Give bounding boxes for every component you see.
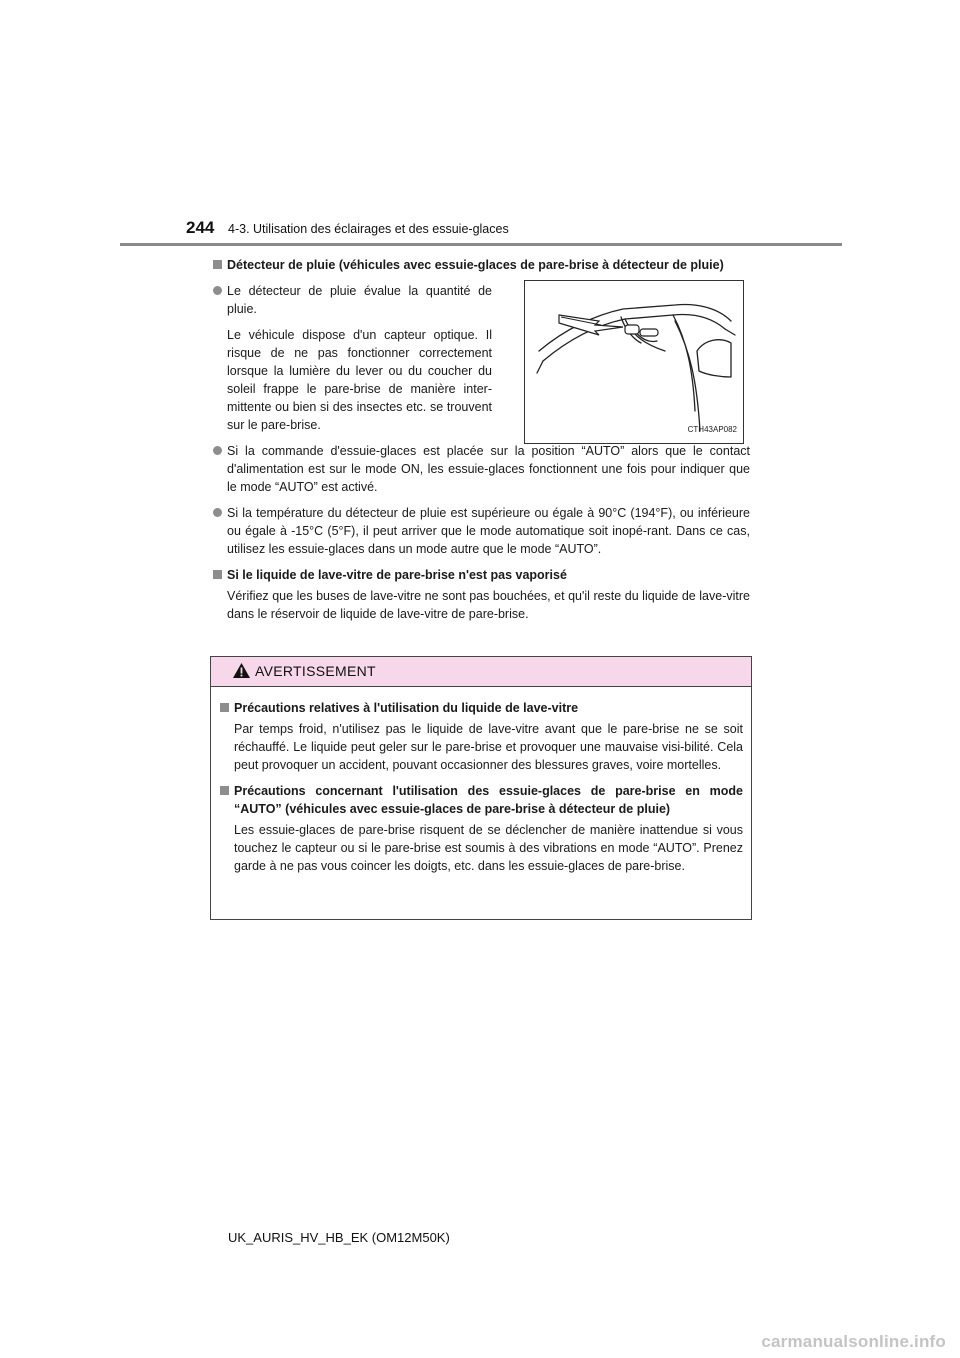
windshield-sensor-figure: [524, 280, 744, 444]
square-bullet-icon: [220, 786, 229, 795]
warning-item2-heading: [217, 782, 743, 818]
header-rule: [120, 243, 842, 246]
bullet-text: Si la température du détecteur de pluie est supérieure ou égale à 90°C (194°F), ou inférieure ou égale à -15°C (5°F), il peut arriver que le mode automatique soit inopé-rant. Dans ce cas, utilisez les essuie-glaces dans un mode autre que le mode “AUTO”.: [227, 506, 750, 556]
figure-caption: CTH43AP082: [687, 425, 737, 434]
warning-body: [211, 687, 751, 875]
rain-sensor-heading-text: Détecteur de pluie (véhicules avec essuie-glaces de pare-brise à détecteur de pluie): [227, 258, 724, 272]
warning-item1-heading: [217, 699, 743, 717]
bullet-temperature: [210, 504, 750, 558]
washer-heading-text: Si le liquide de lave-vitre de pare-brise n'est pas vaporisé: [227, 568, 567, 582]
square-bullet-icon: [213, 570, 222, 579]
warning-box: [210, 656, 752, 920]
round-bullet-icon: [213, 508, 222, 517]
bullet-text: Si la commande d'essuie-glaces est placée sur la position “AUTO” alors que le contact d'alimentation est sur le mode ON, les essuie-glaces fonctionnent une fois pour indiquer que le mode “AUTO” est activé.: [227, 444, 750, 494]
washer-text: Vérifiez que les buses de lave-vitre ne sont pas bouchées, et qu'il reste du liquide de lave-vitre dans le réservoir de liquide de lave-vitre de pare-brise.: [227, 589, 750, 621]
warning-header: [211, 657, 751, 687]
model-code-footer: UK_AURIS_HV_HB_EK (OM12M50K): [228, 1230, 450, 1245]
warning-item2-heading-text: Précautions concernant l'utilisation des essuie-glaces de pare-brise en mode “AUTO” (véhicules avec essuie-glaces de pare-brise à détecteur de pluie): [234, 784, 743, 816]
warning-triangle-icon: [232, 662, 251, 679]
bullet-auto-mode: [210, 442, 750, 496]
warning-item1-heading-text: Précautions relatives à l'utilisation du liquide de lave-vitre: [234, 701, 579, 715]
square-bullet-icon: [220, 703, 229, 712]
rain-sensor-block: [210, 282, 750, 434]
bullet-rain-amount: [210, 282, 492, 434]
windshield-illustration: [525, 281, 743, 443]
round-bullet-icon: [213, 286, 222, 295]
bullet-subtext: Le véhicule dispose d'un capteur optique. Il risque de ne pas fonctionner correctement lorsque la lumière du lever ou du coucher du soleil frappe le pare-brise de manière inter-mittente ou bien si des insectes etc. se trouvent sur le pare-brise.: [227, 328, 492, 432]
main-content: [210, 256, 750, 623]
warning-title: AVERTISSEMENT: [255, 663, 376, 679]
warning-item1-text: Par temps froid, n'utilisez pas le liquide de lave-vitre avant que le pare-brise ne se soit réchauffé. Le liquide peut geler sur le pare-brise et provoquer une mauvaise visi-bilité. Cela peut provoquer un accident, pouvant occasionner des blessures graves, voire mortelles.: [234, 722, 743, 772]
section-title: 4-3. Utilisation des éclairages et des essuie-glaces: [228, 222, 509, 236]
bullet-text: Le détecteur de pluie évalue la quantité de pluie.: [227, 284, 492, 316]
page-number: 244: [186, 218, 215, 237]
washer-heading: [210, 566, 750, 584]
warning-item2-text: Les essuie-glaces de pare-brise risquent de se déclencher de manière inattendue si vous touchez le capteur ou si le pare-brise est soumis à des vibrations en mode “AUTO”. Prenez garde à ne pas vous coincer les doigts, etc. dans les essuie-glaces de pare-brise.: [234, 823, 743, 873]
watermark: carmanualsonline.info: [761, 1332, 946, 1351]
rain-sensor-text: [210, 282, 492, 434]
rain-sensor-heading: [210, 256, 750, 274]
round-bullet-icon: [213, 446, 222, 455]
square-bullet-icon: [213, 260, 222, 269]
